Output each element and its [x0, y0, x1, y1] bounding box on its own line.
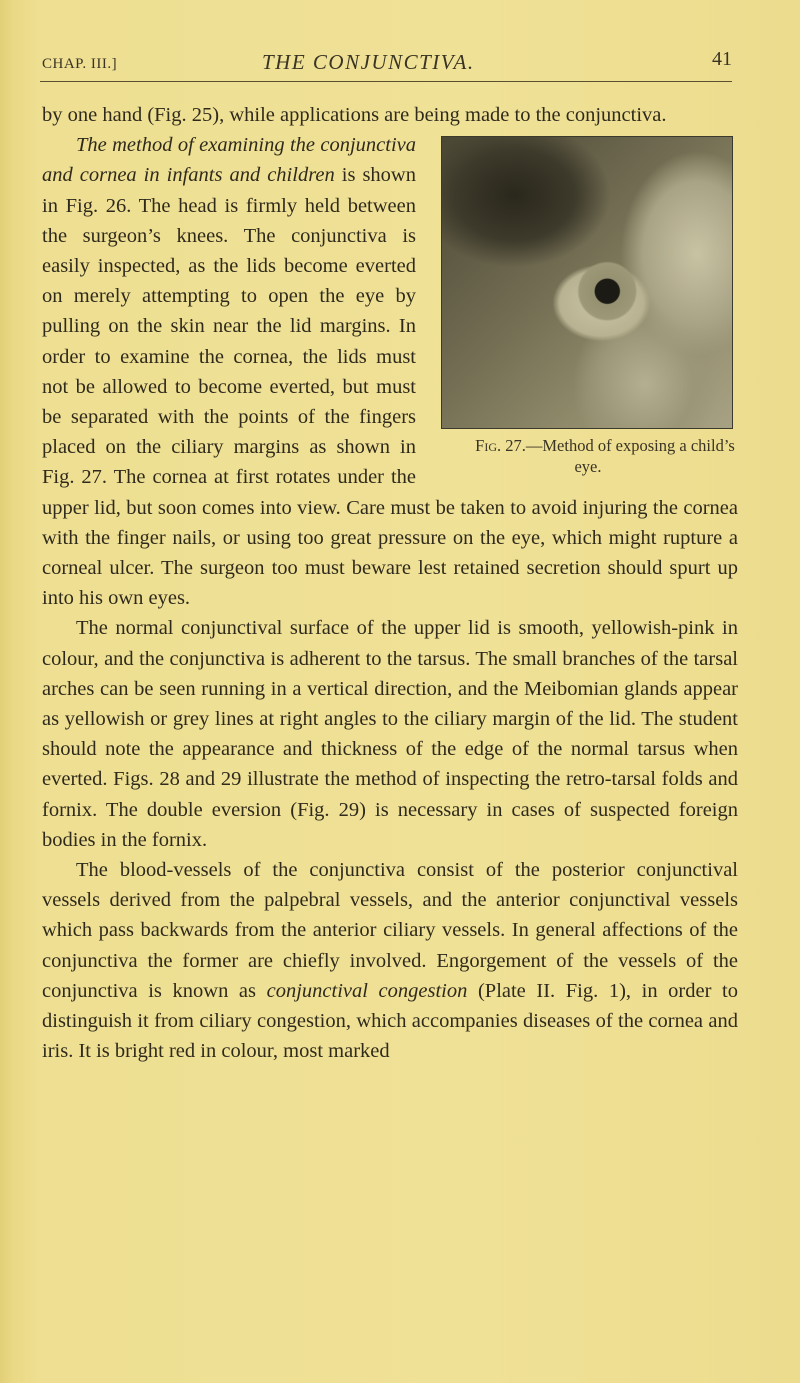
figure-caption — [438, 435, 738, 477]
figure-27 — [438, 136, 738, 477]
header-rule — [40, 81, 732, 82]
text-segment: The blood-vessels of the conjunctiva consist of the posterior conjunctival vessels derived from the palpebral vessels, and the anterior conjunctival vessels which pass backwards from the anterior ciliary vessels. In general affections of the conjunctiva the former are chiefly involved. Engorgement of the vessels of the conjunctiva is known as — [42, 859, 738, 1002]
italic-text: The method of examining the conjunctiva and cornea in infants and children — [42, 134, 416, 187]
eye-photograph-image — [441, 136, 733, 429]
text-segment: (Plate II. Fig. 1), in order to distinguish it from ciliary congestion, which accompanies diseases of the cornea and iris. It is bright red in colour, most marked — [42, 979, 738, 1063]
page-number: 41 — [712, 48, 732, 70]
paragraph-2 — [42, 613, 738, 855]
figure-caption-text: —Method of exposing a child’s eye. — [525, 436, 735, 477]
italic-text: conjunctival congestion — [266, 979, 468, 1002]
figure-label: Fig. 27. — [475, 436, 526, 456]
text-segment: by one hand (Fig. 25), while applications are being made to the conjunctiva. — [42, 104, 667, 126]
text-segment: The normal conjunctival surface of the upper lid is smooth, yellowish-pink in colour, and the conjunctiva is adherent to the tarsus. The small branches of the tarsal arches can be seen running in a vertical direction, and the Meibomian glands appear as yellowish or grey lines at right angles to the ciliary margin of the lid. The student should note the appearance and thickness of the edge of the normal tarsus when everted. Figs. 28 and 29 illustrate the method of inspecting the retro-tarsal folds and fornix. The double eversion (Fig. 29) is necessary in cases of suspected foreign bodies in the fornix. — [42, 617, 738, 851]
paragraph-1 — [42, 130, 738, 613]
text-segment: is shown in Fig. 26. The head is firmly held between the surgeon’s knees. The conjunctiva is easily inspected, as the lids become everted on merely attempting to open the eye by pulling on the skin near the lid margins. In order to examine the cornea, the lids must not be allowed to become everted, but must be separated with the points of the fingers placed on the ciliary margins as shown in Fig. 27. The cornea at first rotates under the upper lid, but soon comes into view. Care must be taken to avoid injuring the cornea with the finger nails, or using too great pressure on the eye, which might rupture a corneal ulcer. The surgeon too must beware lest retained secretion should spurt up into his own eyes. — [42, 164, 738, 610]
page-title: THE CONJUNCTIVA. — [262, 50, 475, 74]
body-text — [42, 100, 738, 1067]
running-head — [40, 44, 732, 74]
paragraph-0 — [42, 100, 738, 130]
paragraph-3 — [42, 855, 738, 1066]
chapter-label: CHAP. III.] — [42, 56, 118, 72]
